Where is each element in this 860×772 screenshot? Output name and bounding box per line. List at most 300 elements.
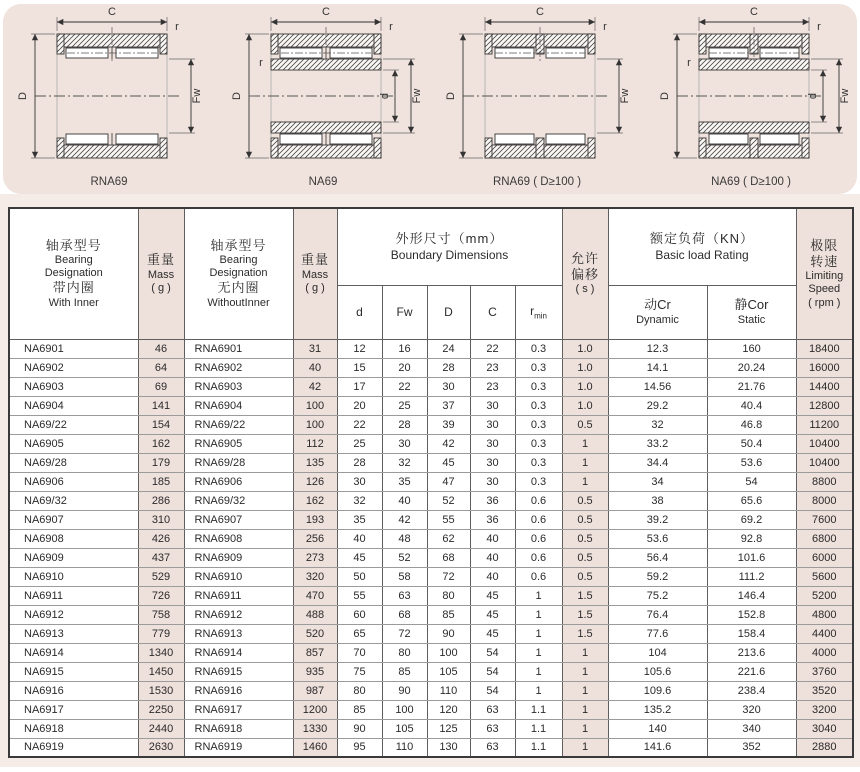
dim-d: 32 [337, 491, 382, 510]
limit-speed: 6000 [796, 548, 853, 567]
table-row [9, 358, 853, 377]
dim-D: 37 [427, 396, 470, 415]
load-cor: 40.4 [707, 396, 796, 415]
limit-speed: 3760 [796, 662, 853, 681]
load-cr: 34.4 [608, 453, 707, 472]
header-mass-zh: 重量 [146, 252, 175, 268]
mass-without: 273 [293, 548, 337, 567]
dim-C: 30 [470, 415, 515, 434]
rna-designation: RNA6917 [184, 700, 293, 719]
mass-without: 1460 [293, 738, 337, 757]
header-speed-unit: ( rpm ) [808, 296, 841, 309]
load-cor: 111.2 [707, 567, 796, 586]
table-row [9, 491, 853, 510]
dim-D: 30 [427, 377, 470, 396]
table-row [9, 624, 853, 643]
misalign-s: 1 [562, 662, 608, 681]
header-boundary-dimensions [337, 208, 562, 285]
dim-fw: 68 [382, 605, 427, 624]
mass-with: 310 [138, 510, 184, 529]
header-bearing-without-inner-en1: Bearing [219, 253, 258, 266]
misalign-s: 1.5 [562, 624, 608, 643]
dim-rmin: 1 [515, 662, 562, 681]
na-designation: NA6904 [9, 396, 138, 415]
rna-designation: RNA6901 [184, 339, 293, 358]
diagram-caption: RNA69 ( D≥100 ) [492, 176, 582, 188]
dim-C: 36 [470, 491, 515, 510]
na-designation: NA6917 [9, 700, 138, 719]
bearing-diagrams-band [3, 4, 857, 194]
mass-with: 529 [138, 567, 184, 586]
dim-fw: 63 [382, 586, 427, 605]
na-designation: NA6907 [9, 510, 138, 529]
misalign-s: 0.5 [562, 529, 608, 548]
table-row [9, 548, 853, 567]
dim-C: 54 [470, 643, 515, 662]
svg-text:Fw: Fw [839, 88, 851, 104]
diagram-na69 [219, 4, 427, 194]
na-designation: NA6916 [9, 681, 138, 700]
load-cr: 135.2 [608, 700, 707, 719]
dim-rmin: 0.6 [515, 510, 562, 529]
dim-fw: 32 [382, 453, 427, 472]
mass-with: 154 [138, 415, 184, 434]
dim-C: 30 [470, 434, 515, 453]
table-row [9, 396, 853, 415]
dim-D: 45 [427, 453, 470, 472]
mass-with: 162 [138, 434, 184, 453]
dim-fw: 100 [382, 700, 427, 719]
limit-speed: 3200 [796, 700, 853, 719]
dim-d: 95 [337, 738, 382, 757]
rna-designation: RNA69/28 [184, 453, 293, 472]
dim-C: 45 [470, 624, 515, 643]
dim-fw: 28 [382, 415, 427, 434]
limit-speed: 8800 [796, 472, 853, 491]
dim-d: 12 [337, 339, 382, 358]
misalign-s: 0.5 [562, 510, 608, 529]
dim-fw: 80 [382, 643, 427, 662]
dim-rmin: 0.3 [515, 339, 562, 358]
table-row [9, 377, 853, 396]
diagram-band-wrapper [0, 0, 860, 194]
dim-rmin: 1 [515, 624, 562, 643]
dim-D: 47 [427, 472, 470, 491]
header-boundary-zh: 外形尺寸（mm） [395, 231, 504, 247]
misalign-s: 0.5 [562, 415, 608, 434]
load-cr: 109.6 [608, 681, 707, 700]
load-cr: 59.2 [608, 567, 707, 586]
misalign-s: 1.0 [562, 339, 608, 358]
rna-designation: RNA6906 [184, 472, 293, 491]
limit-speed: 3040 [796, 719, 853, 738]
table-row [9, 719, 853, 738]
header-misalign-zh1: 允许 [571, 250, 600, 266]
load-cor: 69.2 [707, 510, 796, 529]
limit-speed: 10400 [796, 453, 853, 472]
rna-designation: RNA6916 [184, 681, 293, 700]
dim-fw: 105 [382, 719, 427, 738]
header-limiting-speed [796, 208, 853, 339]
na-designation: NA6912 [9, 605, 138, 624]
bearing-spec-table [8, 207, 854, 758]
misalign-s: 0.5 [562, 567, 608, 586]
table-row [9, 472, 853, 491]
limit-speed: 16000 [796, 358, 853, 377]
rna-designation: RNA6911 [184, 586, 293, 605]
dim-rmin: 0.3 [515, 377, 562, 396]
header-bearing-without-inner-en3: WithoutInner [207, 296, 270, 309]
dim-rmin: 0.3 [515, 453, 562, 472]
dim-C: 22 [470, 339, 515, 358]
rna-designation: RNA6918 [184, 719, 293, 738]
mass-with: 726 [138, 586, 184, 605]
na-designation: NA6902 [9, 358, 138, 377]
mass-with: 1450 [138, 662, 184, 681]
dim-fw: 16 [382, 339, 427, 358]
dim-C: 63 [470, 719, 515, 738]
rna-designation: RNA6914 [184, 643, 293, 662]
limit-speed: 6800 [796, 529, 853, 548]
na-designation: NA6914 [9, 643, 138, 662]
dim-D: 68 [427, 548, 470, 567]
na-designation: NA6903 [9, 377, 138, 396]
mass-with: 64 [138, 358, 184, 377]
mass-without: 1200 [293, 700, 337, 719]
dim-rmin: 0.3 [515, 434, 562, 453]
load-cor: 65.6 [707, 491, 796, 510]
load-cr: 75.2 [608, 586, 707, 605]
dim-d: 17 [337, 377, 382, 396]
dim-d: 15 [337, 358, 382, 377]
header-misalignment [562, 208, 608, 339]
svg-text:D: D [445, 92, 457, 100]
load-cor: 213.6 [707, 643, 796, 662]
mass-with: 758 [138, 605, 184, 624]
diagram-caption: RNA69 [90, 176, 128, 188]
dim-fw: 72 [382, 624, 427, 643]
mass-without: 857 [293, 643, 337, 662]
mass-without: 488 [293, 605, 337, 624]
load-cr: 104 [608, 643, 707, 662]
header-bearing-with-inner [9, 208, 138, 339]
dim-C: 40 [470, 548, 515, 567]
svg-text:C: C [536, 6, 544, 18]
header-speed-zh2: 转速 [810, 253, 839, 269]
table-row [9, 681, 853, 700]
na-designation: NA6909 [9, 548, 138, 567]
header-bearing-without-inner-en2: Designation [209, 267, 268, 280]
header-speed-en1: Limiting [805, 270, 844, 283]
load-cor: 352 [707, 738, 796, 757]
limit-speed: 10400 [796, 434, 853, 453]
table-row [9, 662, 853, 681]
dim-d: 28 [337, 453, 382, 472]
mass-without: 470 [293, 586, 337, 605]
header-bearing-with-inner-zh: 轴承型号 [45, 237, 102, 253]
header-misalign-unit: ( s ) [575, 283, 595, 296]
svg-text:Fw: Fw [411, 88, 423, 104]
na-designation: NA6918 [9, 719, 138, 738]
dim-D: 110 [427, 681, 470, 700]
load-cr: 39.2 [608, 510, 707, 529]
dim-d: 90 [337, 719, 382, 738]
header-load-zh: 额定负荷（KN） [649, 231, 755, 247]
header-bearing-with-inner-en2: Designation [44, 267, 103, 280]
na-designation: NA69/28 [9, 453, 138, 472]
diagram-caption: NA69 ( D≥100 ) [711, 176, 791, 188]
dim-rmin: 0.3 [515, 358, 562, 377]
header-static-cor [707, 285, 796, 339]
load-cor: 238.4 [707, 681, 796, 700]
mass-without: 126 [293, 472, 337, 491]
dim-D: 72 [427, 567, 470, 586]
misalign-s: 1.0 [562, 358, 608, 377]
dim-D: 55 [427, 510, 470, 529]
dim-D: 52 [427, 491, 470, 510]
misalign-s: 1 [562, 700, 608, 719]
mass-with: 185 [138, 472, 184, 491]
rna-designation: RNA6915 [184, 662, 293, 681]
limit-speed: 4000 [796, 643, 853, 662]
header-speed-en2: Speed [808, 283, 841, 296]
mass-with: 2250 [138, 700, 184, 719]
mass-with: 286 [138, 491, 184, 510]
mass-without: 520 [293, 624, 337, 643]
dim-rmin: 1 [515, 605, 562, 624]
dim-C: 30 [470, 396, 515, 415]
header-mass-without [293, 208, 337, 339]
load-cr: 32 [608, 415, 707, 434]
rna-designation: RNA6908 [184, 529, 293, 548]
mass-with: 141 [138, 396, 184, 415]
rna-designation: RNA6910 [184, 567, 293, 586]
svg-text:D: D [231, 92, 243, 100]
rna-designation: RNA69/22 [184, 415, 293, 434]
table-section [0, 194, 860, 767]
rna-designation: RNA6913 [184, 624, 293, 643]
dim-rmin: 1 [515, 681, 562, 700]
dim-D: 28 [427, 358, 470, 377]
header-bearing-with-inner-en3: With Inner [48, 296, 99, 309]
dim-d: 70 [337, 643, 382, 662]
limit-speed: 5200 [796, 586, 853, 605]
dim-d: 25 [337, 434, 382, 453]
limit-speed: 4800 [796, 605, 853, 624]
load-cr: 29.2 [608, 396, 707, 415]
mass-without: 987 [293, 681, 337, 700]
misalign-s: 1 [562, 472, 608, 491]
load-cor: 340 [707, 719, 796, 738]
svg-text:r: r [817, 21, 821, 33]
limit-speed: 8000 [796, 491, 853, 510]
dim-C: 30 [470, 472, 515, 491]
na-designation: NA69/22 [9, 415, 138, 434]
load-cr: 33.2 [608, 434, 707, 453]
dim-d: 80 [337, 681, 382, 700]
rna-designation: RNA6912 [184, 605, 293, 624]
misalign-s: 1.0 [562, 377, 608, 396]
misalign-s: 1.5 [562, 586, 608, 605]
mass-with: 437 [138, 548, 184, 567]
dim-d: 22 [337, 415, 382, 434]
dim-d: 45 [337, 548, 382, 567]
header-cr-en: Dynamic [636, 313, 679, 326]
rna-designation: RNA6902 [184, 358, 293, 377]
load-cor: 146.4 [707, 586, 796, 605]
load-cr: 140 [608, 719, 707, 738]
header-bearing-without-inner-zh: 轴承型号 [210, 237, 267, 253]
header-cor-en: Static [737, 313, 766, 326]
dim-d: 85 [337, 700, 382, 719]
dim-C: 45 [470, 586, 515, 605]
load-cr: 53.6 [608, 529, 707, 548]
load-cr: 38 [608, 491, 707, 510]
dim-fw: 85 [382, 662, 427, 681]
dim-C: 54 [470, 662, 515, 681]
dim-d: 40 [337, 529, 382, 548]
mass-with: 2440 [138, 719, 184, 738]
dim-fw: 90 [382, 681, 427, 700]
mass-without: 935 [293, 662, 337, 681]
mass-without: 100 [293, 396, 337, 415]
dim-fw: 52 [382, 548, 427, 567]
table-row [9, 738, 853, 757]
dim-fw: 58 [382, 567, 427, 586]
misalign-s: 1.0 [562, 396, 608, 415]
mass-without: 112 [293, 434, 337, 453]
dim-rmin: 0.6 [515, 491, 562, 510]
dim-fw: 110 [382, 738, 427, 757]
dim-fw: 25 [382, 396, 427, 415]
load-cor: 50.4 [707, 434, 796, 453]
dim-fw: 48 [382, 529, 427, 548]
dim-rmin: 0.6 [515, 548, 562, 567]
mass-without: 320 [293, 567, 337, 586]
misalign-s: 1 [562, 434, 608, 453]
misalign-s: 1 [562, 738, 608, 757]
table-row [9, 434, 853, 453]
load-cor: 21.76 [707, 377, 796, 396]
svg-text:d: d [807, 92, 819, 100]
dim-d: 75 [337, 662, 382, 681]
header-dim-C: C [470, 285, 515, 339]
limit-speed: 11200 [796, 415, 853, 434]
dim-rmin: 0.3 [515, 396, 562, 415]
load-cr: 34 [608, 472, 707, 491]
na-designation: NA6919 [9, 738, 138, 757]
dim-C: 40 [470, 529, 515, 548]
limit-speed: 5600 [796, 567, 853, 586]
dim-rmin: 1 [515, 643, 562, 662]
svg-text:C: C [108, 6, 116, 18]
mass-with: 1340 [138, 643, 184, 662]
misalign-s: 1.5 [562, 605, 608, 624]
dim-rmin: 0.6 [515, 529, 562, 548]
dim-C: 40 [470, 567, 515, 586]
diagram-na69-d100 [647, 4, 855, 194]
mass-with: 1530 [138, 681, 184, 700]
table-row [9, 567, 853, 586]
dim-fw: 20 [382, 358, 427, 377]
dim-d: 60 [337, 605, 382, 624]
misalign-s: 1 [562, 453, 608, 472]
dim-d: 35 [337, 510, 382, 529]
load-cr: 14.56 [608, 377, 707, 396]
mass-without: 100 [293, 415, 337, 434]
table-row [9, 605, 853, 624]
dim-C: 23 [470, 358, 515, 377]
misalign-s: 1 [562, 719, 608, 738]
dim-D: 42 [427, 434, 470, 453]
svg-text:Fw: Fw [191, 88, 203, 104]
mass-without: 193 [293, 510, 337, 529]
dim-D: 125 [427, 719, 470, 738]
load-cor: 54 [707, 472, 796, 491]
mass-with: 2630 [138, 738, 184, 757]
svg-text:Fw: Fw [619, 88, 631, 104]
table-row [9, 415, 853, 434]
load-cr: 14.1 [608, 358, 707, 377]
svg-text:r: r [259, 57, 263, 69]
dim-C: 36 [470, 510, 515, 529]
load-cor: 221.6 [707, 662, 796, 681]
mass-with: 69 [138, 377, 184, 396]
load-cr: 12.3 [608, 339, 707, 358]
dim-D: 105 [427, 662, 470, 681]
limit-speed: 3520 [796, 681, 853, 700]
misalign-s: 1 [562, 681, 608, 700]
header-mass2-unit: ( g ) [305, 281, 325, 294]
dim-d: 55 [337, 586, 382, 605]
header-dynamic-cr [608, 285, 707, 339]
mass-without: 135 [293, 453, 337, 472]
dim-D: 130 [427, 738, 470, 757]
table-row [9, 529, 853, 548]
svg-text:C: C [750, 6, 758, 18]
dim-D: 24 [427, 339, 470, 358]
mass-without: 42 [293, 377, 337, 396]
dim-D: 120 [427, 700, 470, 719]
na-designation: NA6913 [9, 624, 138, 643]
dim-rmin: 1 [515, 586, 562, 605]
mass-with: 779 [138, 624, 184, 643]
table-row [9, 339, 853, 358]
table-row [9, 643, 853, 662]
misalign-s: 0.5 [562, 491, 608, 510]
mass-without: 256 [293, 529, 337, 548]
misalign-s: 0.5 [562, 548, 608, 567]
svg-text:D: D [17, 92, 29, 100]
dim-d: 30 [337, 472, 382, 491]
header-dim-D: D [427, 285, 470, 339]
svg-text:d: d [379, 92, 391, 100]
dim-D: 100 [427, 643, 470, 662]
limit-speed: 2880 [796, 738, 853, 757]
mass-without: 162 [293, 491, 337, 510]
dim-C: 45 [470, 605, 515, 624]
na-designation: NA6908 [9, 529, 138, 548]
load-cor: 53.6 [707, 453, 796, 472]
dim-rmin: 1.1 [515, 738, 562, 757]
header-boundary-en: Boundary Dimensions [390, 247, 509, 262]
mass-without: 1330 [293, 719, 337, 738]
svg-text:D: D [659, 92, 671, 100]
load-cor: 152.8 [707, 605, 796, 624]
na-designation: NA6905 [9, 434, 138, 453]
header-dim-fw: Fw [382, 285, 427, 339]
diagram-rna69-d100 [433, 4, 641, 194]
